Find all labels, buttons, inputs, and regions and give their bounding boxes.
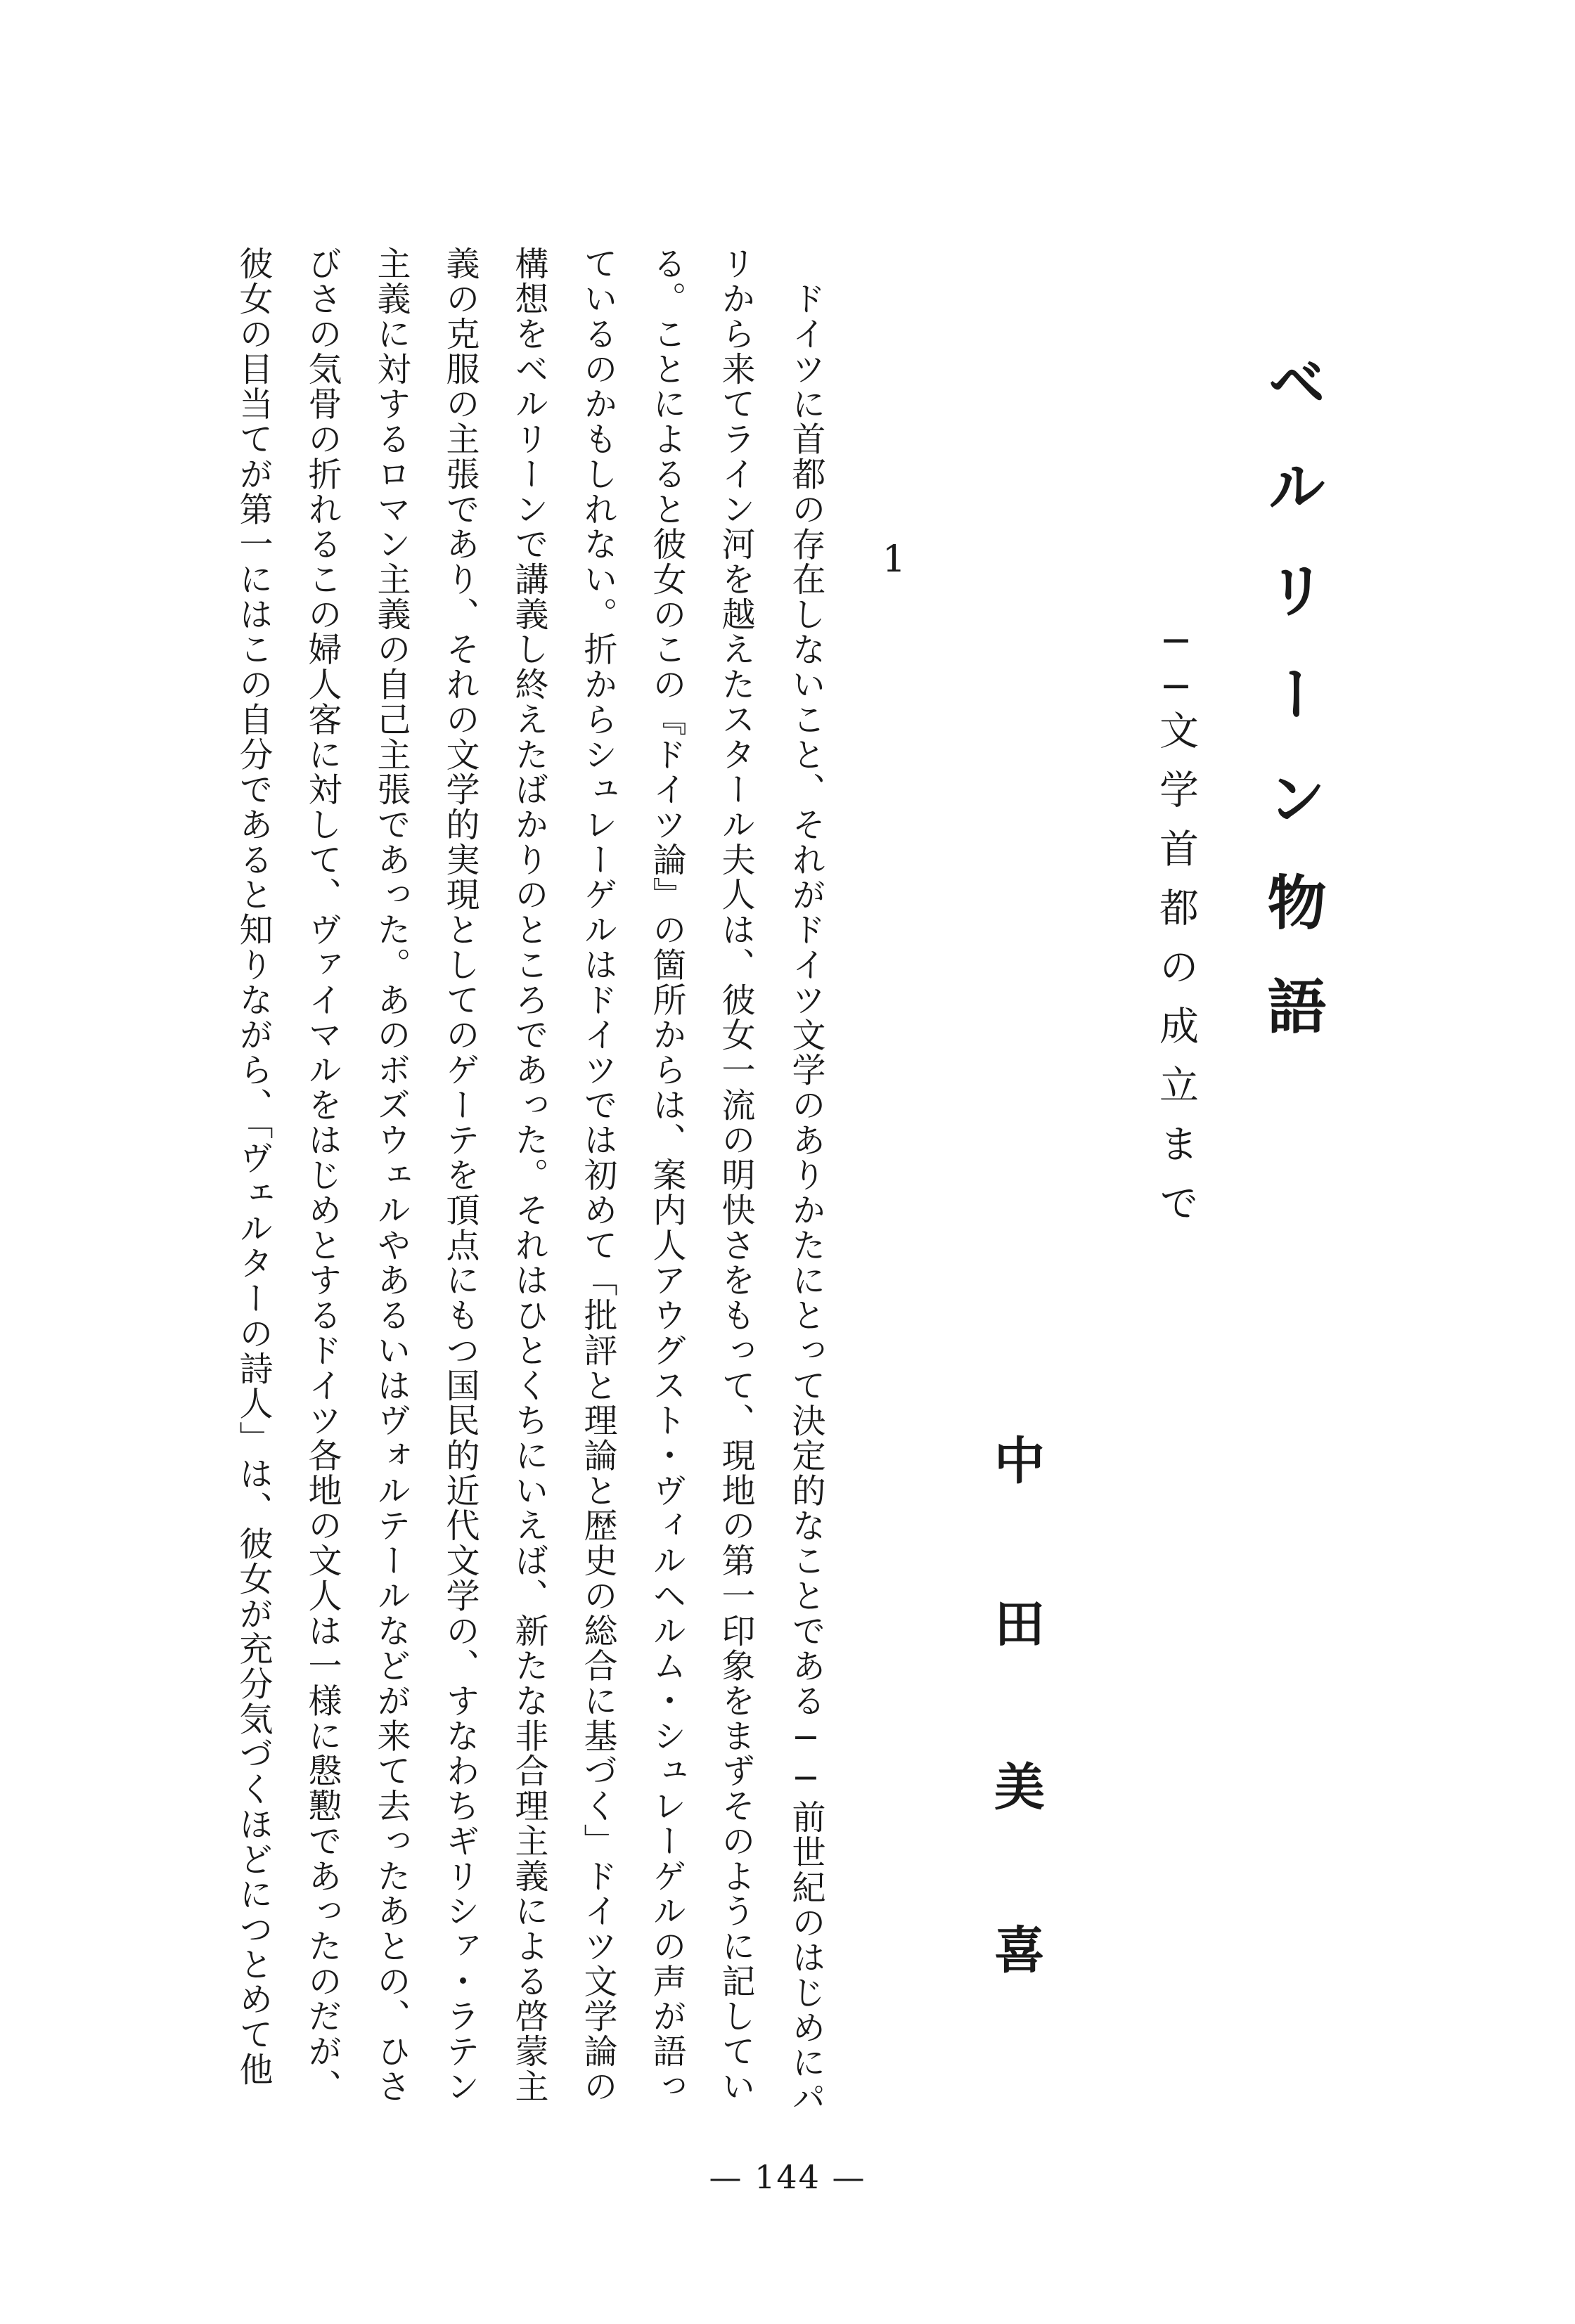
page-number: — 144 — — [709, 2158, 866, 2196]
body-text-line: ドイツに首都の存在しないこと、それがドイツ文学のありかたにとって決定的なことである──前世紀のはじめにパ — [786, 281, 825, 2115]
body-text-line: 彼女の目当てが第一にはこの自分であると知りながら、「ヴェルターの詩人」は、彼女が充分気づくほどにつとめて他 — [233, 246, 273, 2087]
body-text-line: 義の克服の主張であり、それの文学的実現としてのゲーテを頂点にもつ国民的近代文学の、すなわちギリシァ・ラテン — [440, 246, 480, 2104]
subtitle-dash: ── — [1153, 619, 1199, 710]
body-text-line: びさの気骨の折れるこの婦人客に対して、ヴァイマルをはじめとするドイツ各地の文人は一様に慇懃であったのだが、 — [302, 246, 342, 2104]
section-number: 1 — [882, 538, 906, 581]
subtitle-text: 文学首都の成立まで — [1153, 710, 1199, 1241]
body-text-line: リから来てライン河を越えたスタール夫人は、彼女一流の明快さをもって、現地の第一印象をまずそのように記してい — [716, 246, 755, 2104]
body-text-line: る。ことによると彼女のこの『ドイツ論』の箇所からは、案内人アウグスト・ヴィルヘルム・シュレーゲルの声が語っ — [647, 246, 686, 2104]
body-text-line: 主義に対するロマン主義の自己主張であった。あのボズウェルやあるいはヴォルテールなどが来て去ったあとの、ひさ — [371, 246, 411, 2104]
body-text-line: ているのかもしれない。折からシュレーゲルはドイツでは初めて「批評と理論と歴史の総合に基づく」ドイツ文学論の — [578, 246, 617, 2104]
article-title: ベルリーン物語 — [1258, 351, 1328, 1080]
author-name: 中田美喜 — [986, 1434, 1046, 2086]
body-text-line: 構想をベルリーンで講義し終えたばかりのところであった。それはひとくちにいえば、新たな非合理主義による啓蒙主 — [509, 246, 548, 2104]
article-subtitle — [1153, 619, 1199, 1241]
